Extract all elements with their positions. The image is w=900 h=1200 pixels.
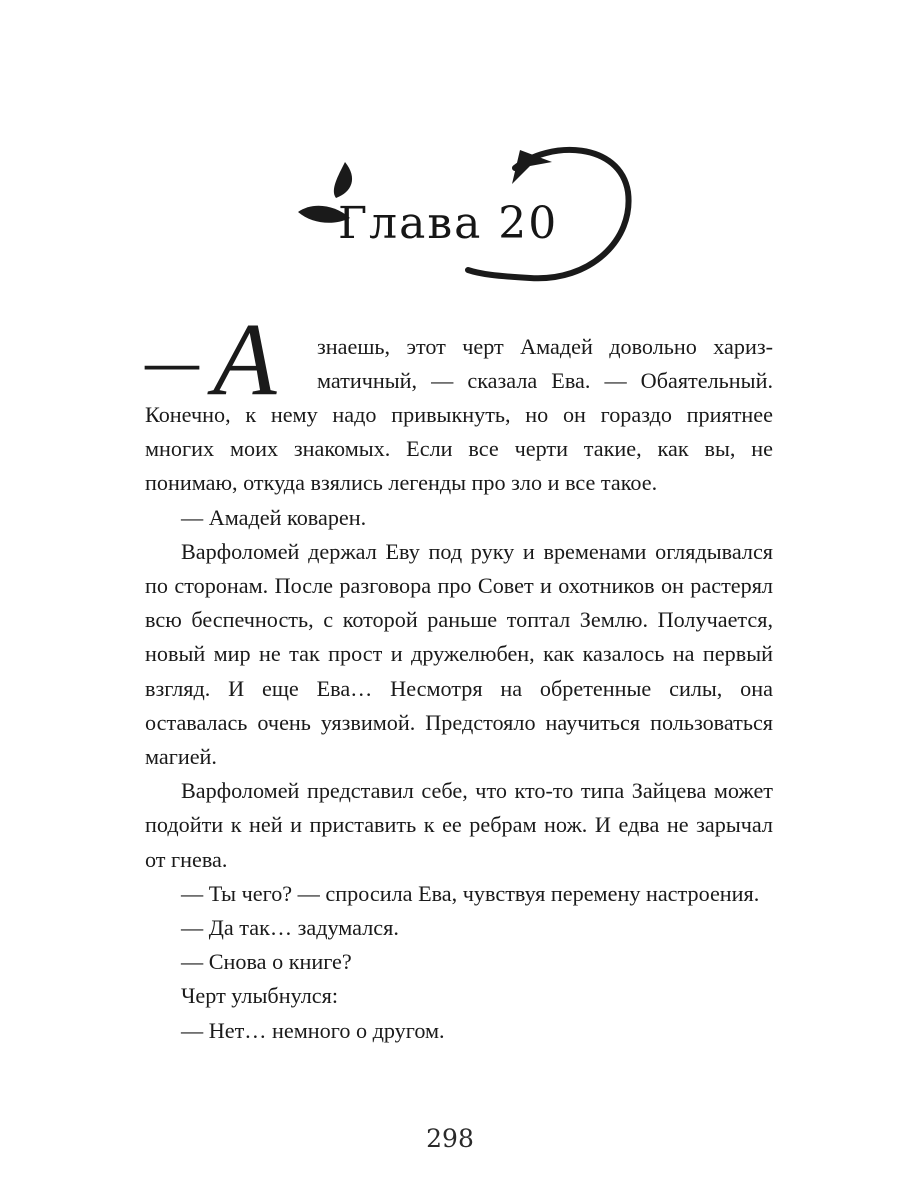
- paragraph: Черт улыбнулся:: [181, 983, 338, 1009]
- paragraph: — Амадей коварен.: [181, 504, 367, 530]
- page-body: [145, 302, 773, 1048]
- opening-dash: —: [145, 332, 199, 392]
- paragraph: Варфоломей держал Еву под руку и временами оглядывался по сторонам. После разговора про Совет и охотников он растерял всю беспечность, с которой раньше топтал Землю. Получается, новый мир не так прост и дружелюбен, как казалось на первый взгляд. И еще Ева… Несмотря на обретенные силы, она оставалась очень уязвимой. Предстояло научиться пользоваться магией.: [145, 538, 773, 770]
- paragraph: — Снова о книге?: [181, 949, 352, 975]
- paragraph: Варфоломей представил себе, что кто-то типа Зайцева может подойти к ней и приставить к ее ребрам нож. И едва не зарычал от гнева.: [145, 778, 773, 872]
- opening-line-2: матичный, — сказала Ева. — Обаятельный.: [317, 368, 773, 393]
- drop-cap: А: [213, 302, 277, 417]
- chapter-title: Глава 20: [338, 198, 559, 249]
- paragraph: — Да так… задумался.: [181, 915, 399, 941]
- opening-paragraph: [145, 302, 773, 417]
- page-number: 298: [426, 1124, 474, 1153]
- paragraph-continuation: Конечно, к нему надо привыкнуть, но он гораздо приятнее многих моих знакомых. Если все черти такие, как вы, не понимаю, откуда взялись легенды про зло и все такое.: [145, 402, 773, 496]
- horn-left: [334, 162, 352, 198]
- paragraph: — Ты чего? — спросила Ева, чувствуя перемену настроения.: [181, 880, 760, 906]
- opening-line-1: знаешь, этот черт Амадей довольно хариз-: [317, 334, 773, 359]
- paragraph: — Нет… немного о другом.: [181, 1017, 445, 1043]
